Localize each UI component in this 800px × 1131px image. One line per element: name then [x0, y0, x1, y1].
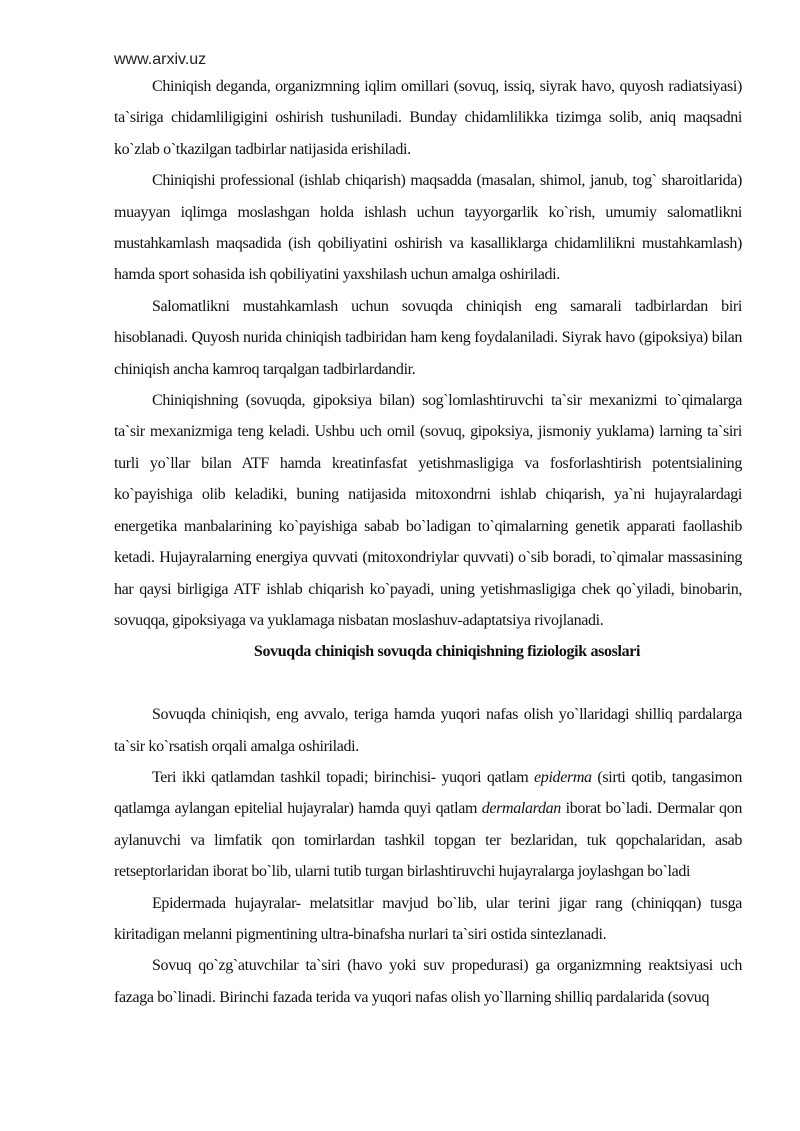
paragraph-melanocytes: Epidermada hujayralar- melatsitlar mavjud bo`lib, ular terini jigar rang (chiniqqan) tusga kiritadigan melanni pigmentining ultra-binafsha nurlari ta`siri ostida sintezlanadi.: [114, 894, 742, 943]
paragraph-cold-hardening-intro: Sovuqda chiniqish, eng avvalo, teriga hamda yuqori nafas olish yo`llaridagi shilliq pardalarga ta`sir ko`rsatish orqali amalga oshiriladi.: [114, 706, 742, 755]
site-url-header: www.arxiv.uz: [114, 51, 207, 68]
paragraph-chiniqish-definition: Chiniqish deganda, organizmning iqlim omillari (sovuq, issiq, siyrak havo, quyosh radiatsiyasi) ta`siriga chidamliligigini oshirish tushuniladi. Bunday chidamlilikka tizimga solib, aniq maqsadni ko`zlab o`tkazilgan tadbirlar natijasida erishiladi.: [114, 78, 742, 158]
skin-layers-text-3: iborat bo`ladi. Dermalar qon aylanuvchi va limfatik qon tomirlardan tashkil topgan ter bezlaridan, tuk qopchalaridan, asab retseptorlaridan iborat bo`lib, ularni tutib turgan birlashtiruvchi hujayralarga joylashgan bo`ladi: [114, 800, 742, 881]
document-body: [114, 71, 742, 1013]
skin-layers-text-2: (sirti qotib, tangasimon qatlamga aylangan epitelial hujayralar) hamda quyi qatlam: [114, 768, 742, 818]
paragraph-cold-reaction-phases: Sovuq qo`zg`atuvchilar ta`siri (havo yoki suv propedurasi) ga organizmning reaktsiyasi uch fazaga bo`linadi. Birinchi fazada terida va yuqori nafas olish yo`llarning shilliq pardalarida (sovuq: [114, 957, 742, 1006]
skin-layers-text-1: Teri ikki qatlamdan tashkil topadi; birinchisi- yuqori qatlam: [152, 768, 535, 786]
paragraph-skin-layers: [114, 762, 742, 888]
section-heading: Sovuqda chiniqish sovuqda chiniqishning fiziologik asoslari: [253, 643, 641, 661]
paragraph-health-hardening: Salomatlikni mustahkamlash uchun sovuqda chiniqish eng samarali tadbirlardan biri hisoblanadi. Quyosh nurida chiniqish tadbiridan ham keng foydalaniladi. Siyrak havo (gipoksiya) bilan chiniqish ancha kamroq tarqalgan tadbirlardandir.: [114, 297, 742, 378]
term-dermalardan: dermalardan: [481, 800, 561, 818]
paragraph-professional-hardening: Chiniqishi professional (ishlab chiqarish) maqsadda (masalan, shimol, janub, tog` sharoitlarida) muayyan iqlimga moslashgan holda ishlash uchun tayyorgarlik ko`rish, umumiy salomatlikni mustahkamlash maqsadida (ish qobiliyatini oshirish va kasalliklarga chidamlilikni mustahkamlash) hamda sport sohasida ish qobiliyatini yaxshilash uchun amalga oshiriladi.: [114, 172, 742, 284]
paragraph-mechanism: Chiniqishning (sovuqda, gipoksiya bilan) sog`lomlashtiruvchi ta`sir mexanizmi to`qimalarga ta`sir mexanizmiga teng keladi. Ushbu uch omil (sovuq, gipoksiya, jismoniy yuklama) larning ta`siri turli yo`llar bilan ATF hamda kreatinfasfat yetishmasligiga va fosforlashtirish potentsialining ko`payishiga olib keladiki, buning natijasida mitoxondrni ishlab chiqarish, ya`ni hujayralardagi energetika manbalarining ko`payishiga sabab bo`ladigan to`qimalarning genetik apparati faollashib ketadi. Hujayralarning energiya quvvati (mitoxondriylar quvvati) o`sib boradi, to`qimalar massasining har qaysi birligiga ATF ishlab chiqarish ko`payadi, uning yetishmasligiga chek qo`yiladi, binobarin, sovuqqa, gipoksiyaga va yuklamaga nisbatan moslashuv-adaptatsiya rivojlanadi.: [114, 392, 742, 629]
term-epiderma: epiderma: [534, 768, 592, 786]
